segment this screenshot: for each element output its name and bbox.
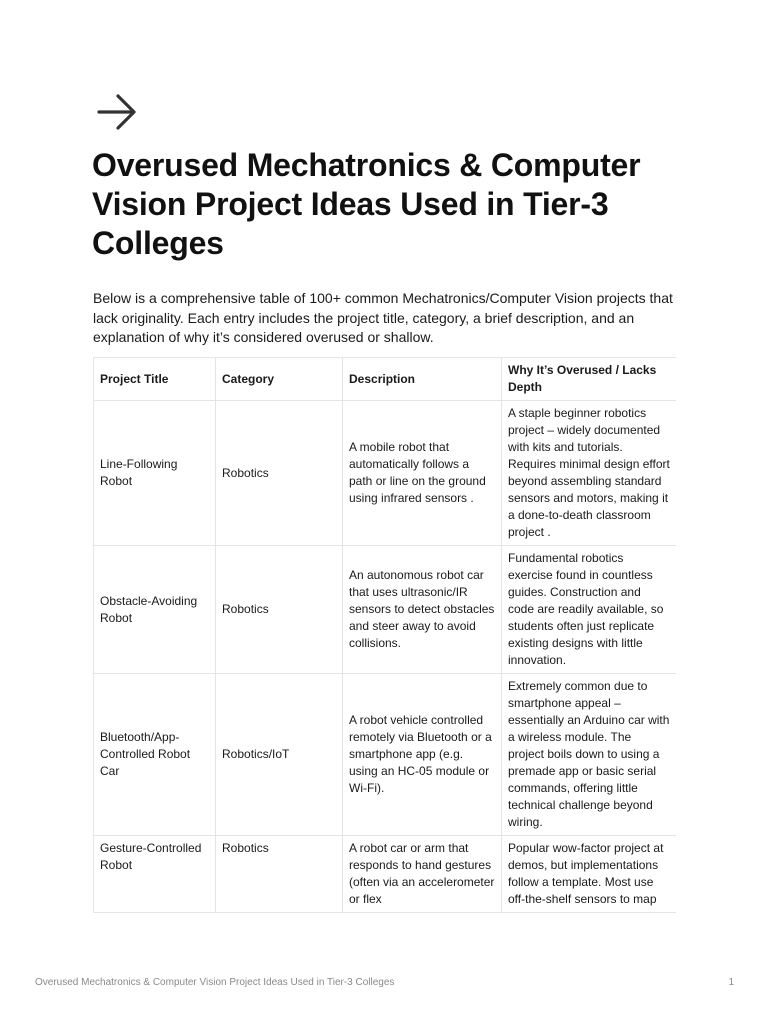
table-cell: Extremely common due to smartphone appeal – essentially an Arduino car with a wireless module. The project boils down to using a premade app or basic serial commands, offering little technical challenge beyond wiring. (502, 674, 677, 836)
column-header: Description (343, 358, 502, 401)
table-row (94, 836, 677, 913)
projects-table (93, 357, 676, 913)
table-row (94, 546, 677, 674)
table-cell: A staple beginner robotics project – widely documented with kits and tutorials. Requires minimal design effort beyond assembling standard sensors and motors, making it a done-to-death classroom project . (502, 401, 677, 546)
table-header-row (94, 358, 677, 401)
table-cell: A mobile robot that automatically follows a path or line on the ground using infrared sensors . (343, 401, 502, 546)
column-header: Why It’s Overused / Lacks Depth (502, 358, 677, 401)
column-header: Project Title (94, 358, 216, 401)
table-row (94, 401, 677, 546)
arrow-right-icon (96, 92, 138, 132)
table-cell: Bluetooth/App-Controlled Robot Car (94, 674, 216, 836)
table-cell: A robot car or arm that responds to hand gestures (often via an accelerometer or flex (343, 836, 502, 913)
table-cell: A robot vehicle controlled remotely via Bluetooth or a smartphone app (e.g. using an HC-05 module or Wi-Fi). (343, 674, 502, 836)
page-title: Overused Mechatronics & Computer Vision Project Ideas Used in Tier-3 Colleges (92, 147, 641, 261)
table-cell: Robotics (216, 546, 343, 674)
table-cell: Line-Following Robot (94, 401, 216, 546)
table-cell: Popular wow-factor project at demos, but implementations follow a template. Most use off-the-shelf sensors to map (502, 836, 677, 913)
intro-paragraph: Below is a comprehensive table of 100+ common Mechatronics/Computer Vision projects that lack originality. Each entry includes the project title, category, a brief description, and an explanation of why it’s considered overused or shallow. (93, 290, 673, 345)
table-row (94, 674, 677, 836)
table-cell: Gesture-Controlled Robot (94, 836, 216, 913)
footer-title: Overused Mechatronics & Computer Vision Project Ideas Used in Tier-3 Colleges (35, 977, 395, 988)
column-header: Category (216, 358, 343, 401)
table-cell: Robotics/IoT (216, 674, 343, 836)
table-cell: Fundamental robotics exercise found in countless guides. Construction and code are readily available, so students often just replicate existing designs with little innovation. (502, 546, 677, 674)
projects-table-container (93, 357, 676, 936)
table-cell: Robotics (216, 401, 343, 546)
table-cell: Robotics (216, 836, 343, 913)
table-cell: An autonomous robot car that uses ultrasonic/IR sensors to detect obstacles and steer away to avoid collisions. (343, 546, 502, 674)
page-number: 1 (728, 977, 734, 988)
table-cell: Obstacle-Avoiding Robot (94, 546, 216, 674)
